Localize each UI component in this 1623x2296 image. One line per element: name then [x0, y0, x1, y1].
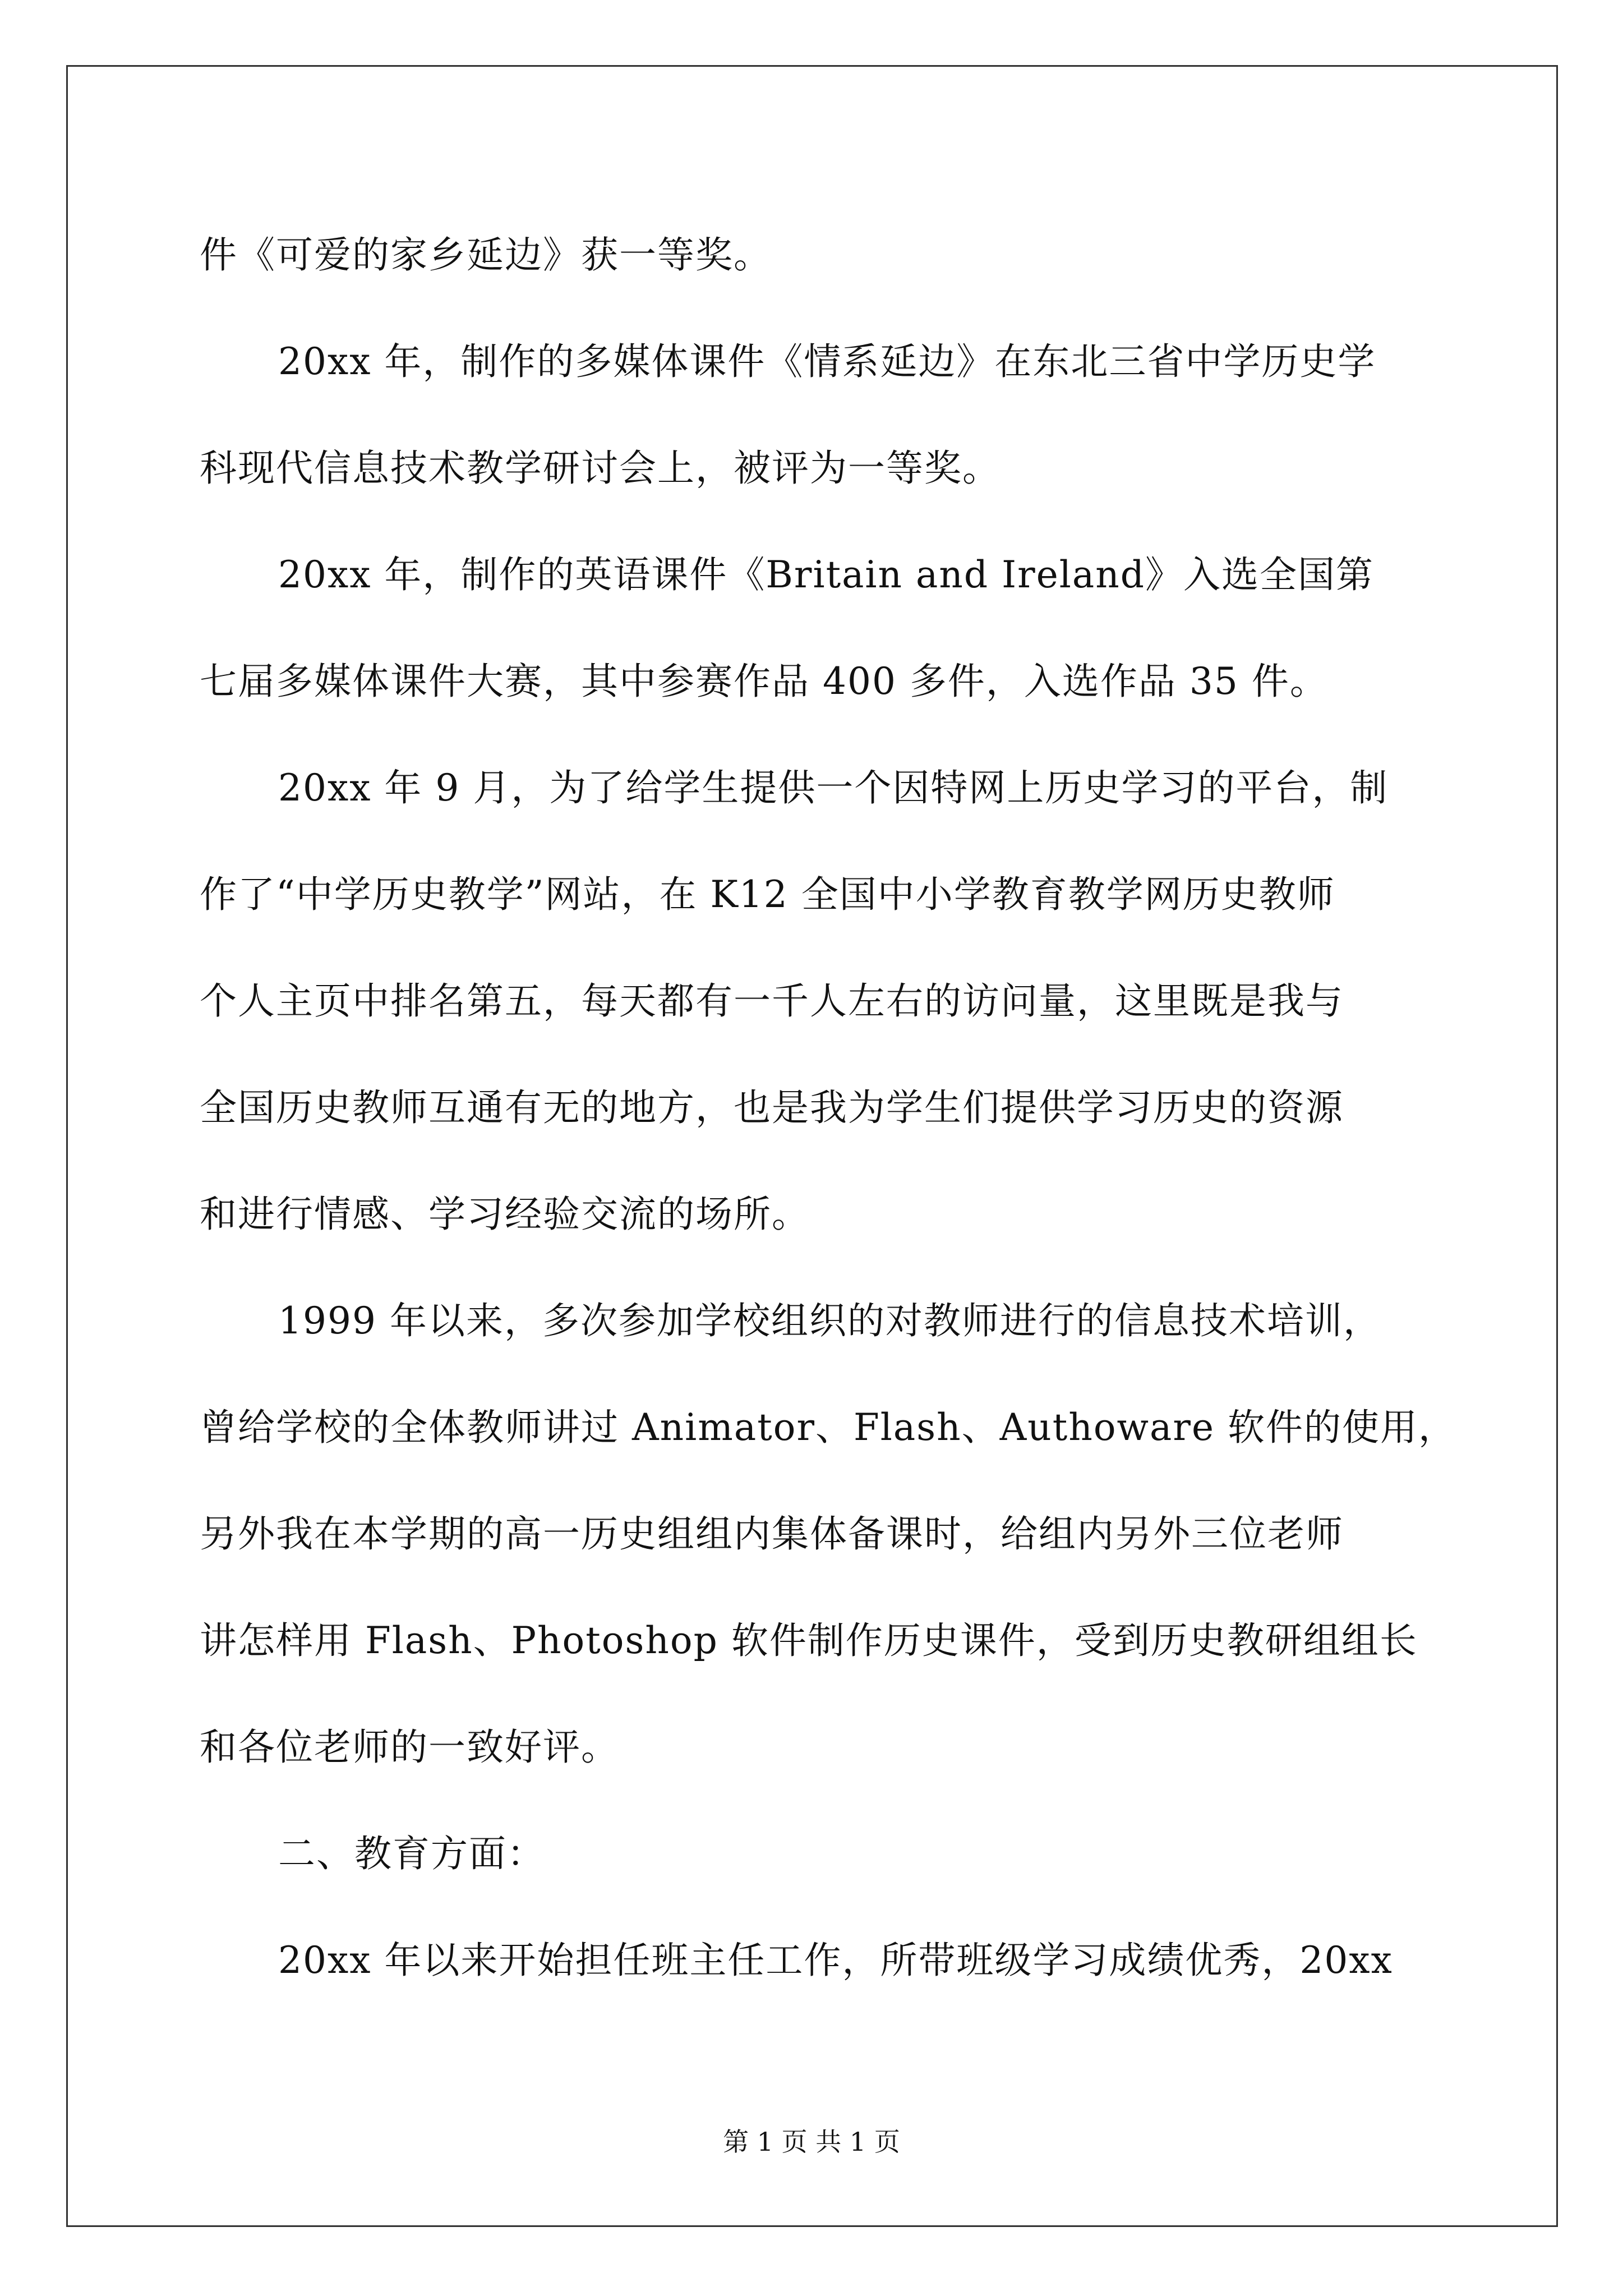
text-line: 讲怎样用 Flash、Photoshop 软件制作历史课件，受到历史教研组组长: [200, 1619, 1418, 1662]
text-line: 20xx 年 9 月，为了给学生提供一个因特网上历史学习的平台，制: [278, 766, 1389, 809]
text-line: 个人主页中排名第五，每天都有一千人左右的访问量，这里既是我与: [200, 979, 1344, 1023]
text-line: 20xx 年，制作的英语课件《Britain and Ireland》入选全国第: [278, 553, 1375, 596]
text-line: 和各位老师的一致好评。: [200, 1726, 619, 1769]
text-line: 20xx 年，制作的多媒体课件《情系延边》在东北三省中学历史学: [278, 340, 1376, 383]
text-line: 作了“中学历史教学”网站，在 K12 全国中小学教育教学网历史教师: [200, 873, 1335, 916]
text-line: 全国历史教师互通有无的地方，也是我为学生们提供学习历史的资源: [200, 1086, 1344, 1129]
text-line: 七届多媒体课件大赛，其中参赛作品 400 多件，入选作品 35 件。: [200, 660, 1328, 703]
text-line: 1999 年以来，多次参加学校组织的对教师进行的信息技术培训，: [278, 1299, 1381, 1342]
text-line: 二、教育方面：: [278, 1832, 545, 1875]
text-line: 件《可爱的家乡延边》获一等奖。: [200, 233, 772, 277]
document-body: [200, 202, 1456, 2014]
text-line: 20xx 年以来开始担任班主任工作，所带班级学习成绩优秀，20xx: [278, 1939, 1393, 1982]
page-footer: 第 1 页 共 1 页: [723, 2127, 900, 2157]
text-line: 和进行情感、学习经验交流的场所。: [200, 1193, 810, 1236]
text-line: 科现代信息技术教学研讨会上，被评为一等奖。: [200, 447, 1000, 490]
text-line: 曾给学校的全体教师讲过 Animator、Flash、Authoware 软件的使用，: [200, 1406, 1456, 1449]
text-line: 另外我在本学期的高一历史组组内集体备课时，给组内另外三位老师: [200, 1512, 1344, 1556]
